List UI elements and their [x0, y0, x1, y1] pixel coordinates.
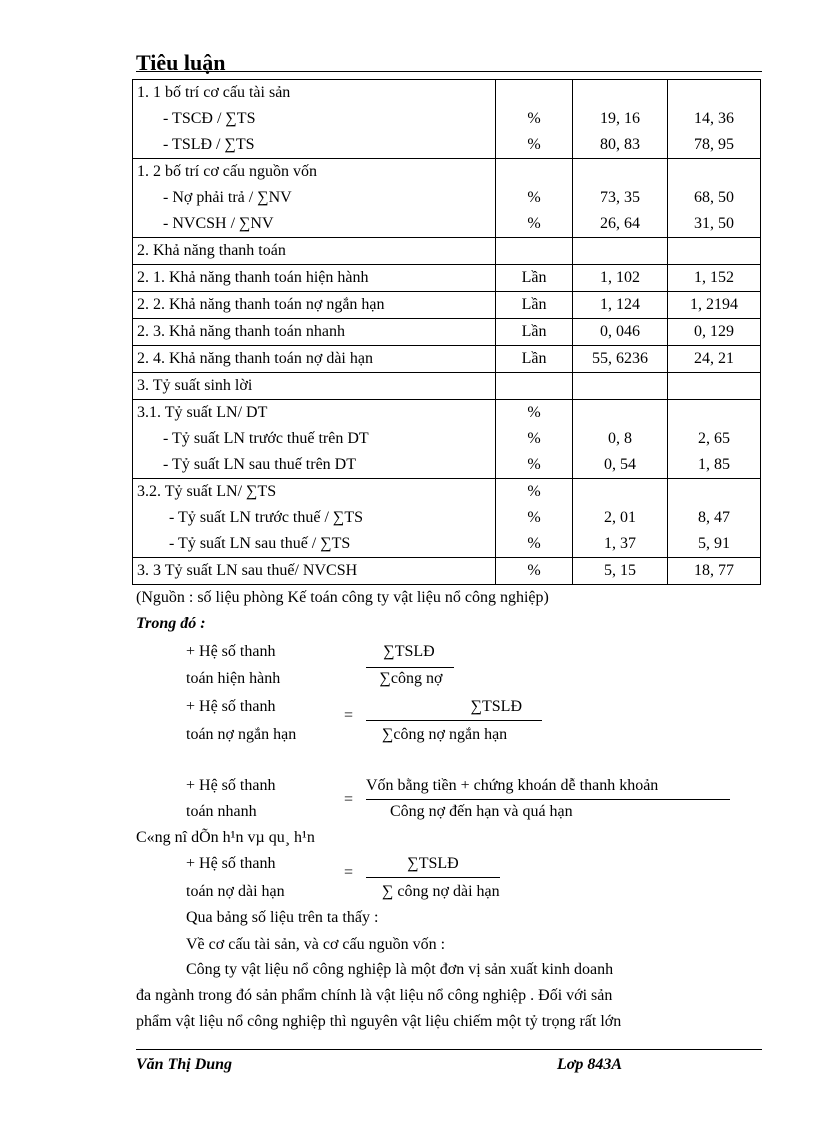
- row-value-1: 1, 37: [604, 535, 636, 552]
- row-label: - NVCSH / ∑NV: [163, 215, 274, 232]
- table-cell: [573, 373, 668, 400]
- row-label: - Nợ phải trả / ∑NV: [163, 189, 292, 206]
- row-unit: [496, 238, 572, 264]
- row-label: - Tỷ suất LN sau thuế trên DT: [163, 456, 356, 473]
- row-value-1: [573, 159, 667, 185]
- row-label: 3. Tỷ suất sinh lời: [137, 377, 253, 394]
- footer-class: Lơp 843A: [557, 1056, 623, 1073]
- row-label: - TSCĐ / ∑TS: [163, 110, 256, 127]
- row-unit: %: [527, 509, 541, 526]
- table-cell: [573, 400, 668, 479]
- formula-1-label-line1: + Hệ số thanh: [186, 643, 276, 660]
- table-row: [133, 238, 761, 265]
- row-value-2: 68, 50: [694, 189, 734, 206]
- table-cell: [133, 265, 496, 292]
- row-unit: Lần: [521, 323, 547, 340]
- row-value-1: 1, 102: [600, 269, 640, 286]
- row-label: 1. 2 bố trí cơ cấu nguồn vốn: [137, 163, 317, 180]
- table-row: [133, 479, 761, 558]
- formula-3-equals: =: [344, 791, 354, 808]
- formula-4-label-line2: toán nợ dài hạn: [186, 883, 285, 900]
- table-cell: [496, 558, 573, 585]
- footer-rule: [136, 1049, 762, 1050]
- row-label: - Tỷ suất LN sau thuế / ∑TS: [169, 535, 351, 552]
- row-value-2: 5, 91: [698, 535, 730, 552]
- formula-4-fraction-bar: [366, 877, 500, 878]
- row-unit: %: [527, 430, 541, 447]
- row-unit: Lần: [521, 269, 547, 286]
- table-cell: [573, 346, 668, 373]
- formula-3-label-line1: + Hệ số thanh: [186, 777, 276, 794]
- row-unit: %: [527, 110, 541, 127]
- row-value-2: [668, 400, 760, 426]
- row-value-1: 5, 15: [604, 562, 636, 579]
- table-cell: [573, 238, 668, 265]
- table-cell: [668, 265, 761, 292]
- row-value-2: 31, 50: [694, 215, 734, 232]
- formula-4-equals: =: [344, 864, 354, 881]
- table-cell: [496, 292, 573, 319]
- formula-2-label-line2: toán nợ ngắn hạn: [186, 726, 297, 743]
- row-value-1: [573, 479, 667, 505]
- formula-1-fraction-bar: [366, 667, 454, 668]
- row-value-1: [573, 400, 667, 426]
- row-value-1: [573, 80, 667, 106]
- table-row: [133, 558, 761, 585]
- footer-author: Văn Thị Dung: [136, 1056, 233, 1073]
- formula-3-fraction-bar: [366, 799, 730, 800]
- table-cell: [496, 479, 573, 558]
- table-cell: [668, 238, 761, 265]
- row-label: 1. 1 bố trí cơ cấu tài sản: [137, 84, 291, 101]
- table-row: [133, 80, 761, 159]
- row-value-1: 80, 83: [600, 136, 640, 153]
- table-cell: [496, 80, 573, 159]
- formula-2-fraction-bar: [366, 720, 542, 721]
- formula-2-equals: =: [344, 707, 354, 724]
- table-row: [133, 265, 761, 292]
- row-label: - TSLĐ / ∑TS: [163, 136, 255, 153]
- table-cell: [133, 479, 496, 558]
- row-value-1: [573, 373, 667, 399]
- table-cell: [496, 159, 573, 238]
- row-value-1: 2, 01: [604, 509, 636, 526]
- trong-do-label: Trong đó :: [136, 615, 206, 632]
- body-paragraph-3-line2: đa ngành trong đó sản phẩm chính là vật liệu nổ công nghiệp . Đối với sản: [136, 987, 613, 1004]
- row-value-1: 0, 046: [600, 323, 640, 340]
- row-value-2: 24, 21: [694, 350, 734, 367]
- source-note: (Nguồn : số liệu phòng Kế toán công ty vật liệu nổ công nghiệp): [136, 589, 549, 606]
- row-unit: %: [527, 456, 541, 473]
- table-row: [133, 346, 761, 373]
- row-label: - Tỷ suất LN trước thuế / ∑TS: [169, 509, 363, 526]
- row-unit: %: [527, 562, 541, 579]
- row-value-2: [668, 80, 760, 106]
- table-cell: [668, 80, 761, 159]
- row-value-2: [668, 479, 760, 505]
- row-value-1: 55, 6236: [592, 350, 648, 367]
- table-cell: [573, 80, 668, 159]
- row-value-2: 18, 77: [694, 562, 734, 579]
- table-row: [133, 292, 761, 319]
- table-cell: [573, 292, 668, 319]
- table-cell: [668, 373, 761, 400]
- row-unit: %: [527, 136, 541, 153]
- row-label: 2. 4. Khả năng thanh toán nợ dài hạn: [137, 350, 373, 367]
- formula-4-numerator: ∑TSLĐ: [407, 855, 459, 872]
- row-value-1: 0, 54: [604, 456, 636, 473]
- formula-2-denominator: ∑công nợ ngắn hạn: [382, 726, 508, 743]
- formula-3-numerator: Vốn bằng tiền + chứng khoán dễ thanh khoản: [366, 777, 659, 794]
- table-cell: [668, 292, 761, 319]
- table-cell: [668, 558, 761, 585]
- row-unit: %: [527, 535, 541, 552]
- table-cell: [496, 265, 573, 292]
- table-row: [133, 159, 761, 238]
- formula-1-numerator: ∑TSLĐ: [383, 643, 435, 660]
- formula-3-label-line2: toán nhanh: [186, 803, 257, 820]
- row-value-2: 1, 85: [698, 456, 730, 473]
- row-value-1: 26, 64: [600, 215, 640, 232]
- row-value-2: 1, 152: [694, 269, 734, 286]
- row-value-1: 19, 16: [600, 110, 640, 127]
- row-label: 2. 2. Khả năng thanh toán nợ ngắn hạn: [137, 296, 385, 313]
- formula-1-denominator: ∑công nợ: [379, 670, 443, 687]
- row-value-2: 8, 47: [698, 509, 730, 526]
- garbled-text-line: C«ng nî dÕn h¹n vµ qu¸ h¹n: [136, 829, 315, 846]
- row-value-2: [668, 373, 760, 399]
- body-paragraph-1: Qua bảng số liệu trên ta thấy :: [186, 909, 379, 926]
- table-row: [133, 400, 761, 479]
- table-cell: [133, 319, 496, 346]
- formula-2-label-line1: + Hệ số thanh: [186, 698, 276, 715]
- table-cell: [668, 400, 761, 479]
- row-unit: %: [527, 189, 541, 206]
- row-unit: %: [527, 404, 541, 421]
- table-cell: [133, 373, 496, 400]
- table-cell: [496, 400, 573, 479]
- table-cell: [668, 479, 761, 558]
- row-unit: %: [527, 215, 541, 232]
- body-paragraph-2: Về cơ cấu tài sản, và cơ cấu nguồn vốn :: [186, 936, 446, 953]
- table-row: [133, 319, 761, 346]
- row-unit: Lần: [521, 350, 547, 367]
- table-cell: [133, 346, 496, 373]
- row-label: 2. Khả năng thanh toán: [137, 242, 286, 259]
- table-cell: [133, 159, 496, 238]
- row-value-2: 0, 129: [694, 323, 734, 340]
- row-value-1: [573, 238, 667, 264]
- table-cell: [573, 159, 668, 238]
- table-cell: [496, 373, 573, 400]
- table-cell: [496, 346, 573, 373]
- body-paragraph-3-line3: phẩm vật liệu nổ công nghiệp thì nguyên vật liệu chiếm một tỷ trọng rất lớn: [136, 1013, 622, 1030]
- row-label: 2. 1. Khả năng thanh toán hiện hành: [137, 269, 369, 286]
- page-header-title: Tiêu luận: [136, 50, 226, 75]
- table-cell: [573, 479, 668, 558]
- row-value-2: 2, 65: [698, 430, 730, 447]
- financial-ratio-table: [132, 79, 761, 585]
- table-cell: [133, 558, 496, 585]
- formula-3-denominator: Công nợ đến hạn và quá hạn: [390, 803, 573, 820]
- row-unit: %: [527, 483, 541, 500]
- row-value-2: 78, 95: [694, 136, 734, 153]
- row-unit: [496, 159, 572, 185]
- table-cell: [133, 238, 496, 265]
- row-label: 3. 3 Tỷ suất LN sau thuế/ NVCSH: [137, 562, 358, 579]
- table-cell: [496, 319, 573, 346]
- table-cell: [573, 265, 668, 292]
- formula-1-label-line2: toán hiện hành: [186, 670, 281, 687]
- row-value-1: 1, 124: [600, 296, 640, 313]
- table-cell: [668, 346, 761, 373]
- table-cell: [668, 319, 761, 346]
- row-label: 2. 3. Khả năng thanh toán nhanh: [137, 323, 345, 340]
- row-value-2: [668, 238, 760, 264]
- table-cell: [496, 238, 573, 265]
- formula-4-label-line1: + Hệ số thanh: [186, 855, 276, 872]
- row-unit: Lần: [521, 296, 547, 313]
- table-cell: [573, 558, 668, 585]
- table-cell: [668, 159, 761, 238]
- row-value-2: 14, 36: [694, 110, 734, 127]
- header-rule: [136, 71, 762, 72]
- row-unit: [496, 373, 572, 399]
- row-label: 3.1. Tỷ suất LN/ DT: [137, 404, 268, 421]
- formula-2-numerator: ∑TSLĐ: [470, 698, 522, 715]
- table-row: [133, 373, 761, 400]
- formula-4-denominator: ∑ công nợ dài hạn: [382, 883, 500, 900]
- row-value-2: 1, 2194: [690, 296, 738, 313]
- row-value-1: 0, 8: [608, 430, 632, 447]
- table-cell: [133, 292, 496, 319]
- row-label: 3.2. Tỷ suất LN/ ∑TS: [137, 483, 277, 500]
- row-label: - Tỷ suất LN trước thuế trên DT: [163, 430, 369, 447]
- body-paragraph-3-line1: Công ty vật liệu nổ công nghiệp là một đơn vị sản xuất kinh doanh: [186, 961, 614, 978]
- table-cell: [573, 319, 668, 346]
- table-cell: [133, 400, 496, 479]
- row-value-2: [668, 159, 760, 185]
- table-cell: [133, 80, 496, 159]
- row-value-1: 73, 35: [600, 189, 640, 206]
- row-unit: [496, 80, 572, 106]
